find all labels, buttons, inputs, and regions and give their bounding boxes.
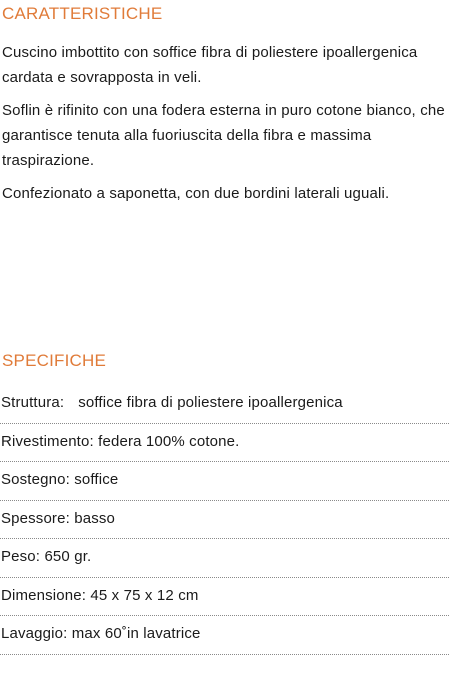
- spec-value: basso: [74, 509, 115, 527]
- spec-row-dimensione: [0, 578, 449, 617]
- spec-value: federa 100% cotone.: [98, 432, 240, 450]
- spec-row-sostegno: [0, 462, 449, 501]
- spec-label: Struttura:: [1, 394, 65, 411]
- spec-label: Lavaggio:: [1, 625, 68, 642]
- spec-value: soffice: [74, 471, 119, 488]
- spec-row-peso: [0, 539, 449, 578]
- specifiche-heading: SPECIFICHE: [2, 351, 107, 370]
- spec-row-spessore: [0, 501, 449, 540]
- spec-row-struttura: [0, 385, 449, 424]
- description-paragraph: Soflin è rifinito con una fodera esterna in puro cotone bianco, che garantisce tenuta alla fuoriuscita della fibra e massima traspirazione.: [2, 102, 445, 169]
- spec-value: soffice fibra di poliestere ipoallergenica: [78, 394, 343, 411]
- spec-value: 650 gr.: [44, 548, 92, 565]
- description-paragraph: Confezionato a saponetta, con due bordini laterali uguali.: [2, 185, 390, 202]
- caratteristiche-heading: CARATTERISTICHE: [2, 4, 163, 23]
- spec-value: max 60˚in lavatrice: [71, 625, 201, 642]
- spec-label: Spessore:: [1, 509, 70, 527]
- specifications-list: [0, 385, 449, 655]
- spec-label: Sostegno:: [1, 471, 70, 488]
- spec-value: 45 x 75 x 12 cm: [90, 586, 199, 604]
- spec-label: Peso:: [1, 548, 41, 565]
- description-paragraph: Cuscino imbottito con soffice fibra di poliestere ipoallergenica cardata e sovrapposta in veli.: [2, 44, 418, 86]
- spec-label: Rivestimento:: [1, 432, 94, 450]
- spec-label: Dimensione:: [1, 586, 87, 604]
- spec-row-rivestimento: [0, 424, 449, 463]
- caratteristiche-body: [2, 40, 455, 214]
- spec-row-lavaggio: [0, 616, 449, 655]
